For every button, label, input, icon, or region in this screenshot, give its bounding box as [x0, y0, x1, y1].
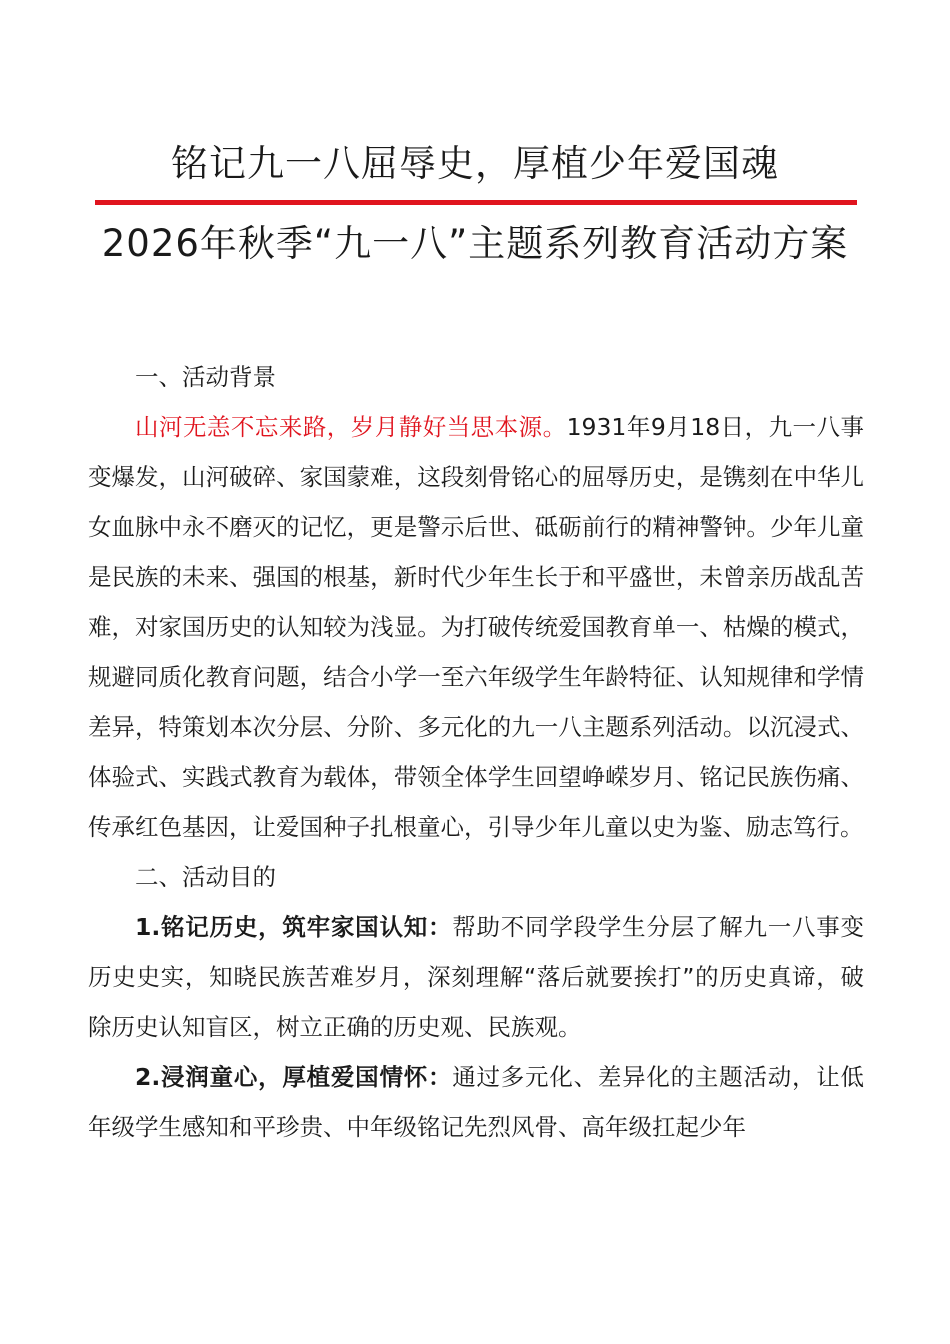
document-body: [88, 352, 864, 1152]
purpose-item-1: [88, 902, 864, 1052]
document-title-line2: 2026年秋季“九一八”主题系列教育活动方案: [101, 222, 849, 265]
title-red-divider: [95, 200, 857, 205]
document-title-line1: 铭记九一八屈辱史，厚植少年爱国魂: [171, 142, 779, 185]
purpose-item-2-text: 通过多元化、差异化的主题活动，让低年级学生感知和平珍贵、中年级铭记先烈风骨、高年级扛起少年: [88, 1063, 865, 1141]
purpose-item-1-lead: 1.铭记历史，筑牢家国认知：: [135, 913, 453, 941]
background-paragraph: [88, 402, 864, 852]
red-lead-sentence: 山河无恙不忘来路，岁月静好当思本源。: [135, 413, 567, 441]
section-heading-background: 一、活动背景: [135, 363, 276, 391]
purpose-item-2-lead: 2.浸润童心，厚植爱国情怀：: [135, 1063, 453, 1091]
background-text: 1931年9月18日，九一八事变爆发，山河破碎、家国蒙难，这段刻骨铭心的屈辱历史，是镌刻在中华儿女血脉中永不磨灭的记忆，更是警示后世、砥砺前行的精神警钟。少年儿童是民族的未来、强国的根基，新时代少年生长于和平盛世，未曾亲历战乱苦难，对家国历史的认知较为浅显。为打破传统爱国教育单一、枯燥的模式，规避同质化教育问题，结合小学一至六年级学生年龄特征、认知规律和学情差异，特策划本次分层、分阶、多元化的九一八主题系列活动。以沉浸式、体验式、实践式教育为载体，带领全体学生回望峥嵘岁月、铭记民族伤痛、传承红色基因，让爱国种子扎根童心，引导少年儿童以史为鉴、励志笃行。: [88, 413, 864, 841]
purpose-item-2: [88, 1052, 864, 1152]
section-heading-purpose: 二、活动目的: [135, 863, 276, 891]
purpose-item-1-text: 帮助不同学段学生分层了解九一八事变历史史实，知晓民族苦难岁月，深刻理解“落后就要挨打”的历史真谛，破除历史认知盲区，树立正确的历史观、民族观。: [88, 913, 865, 1041]
